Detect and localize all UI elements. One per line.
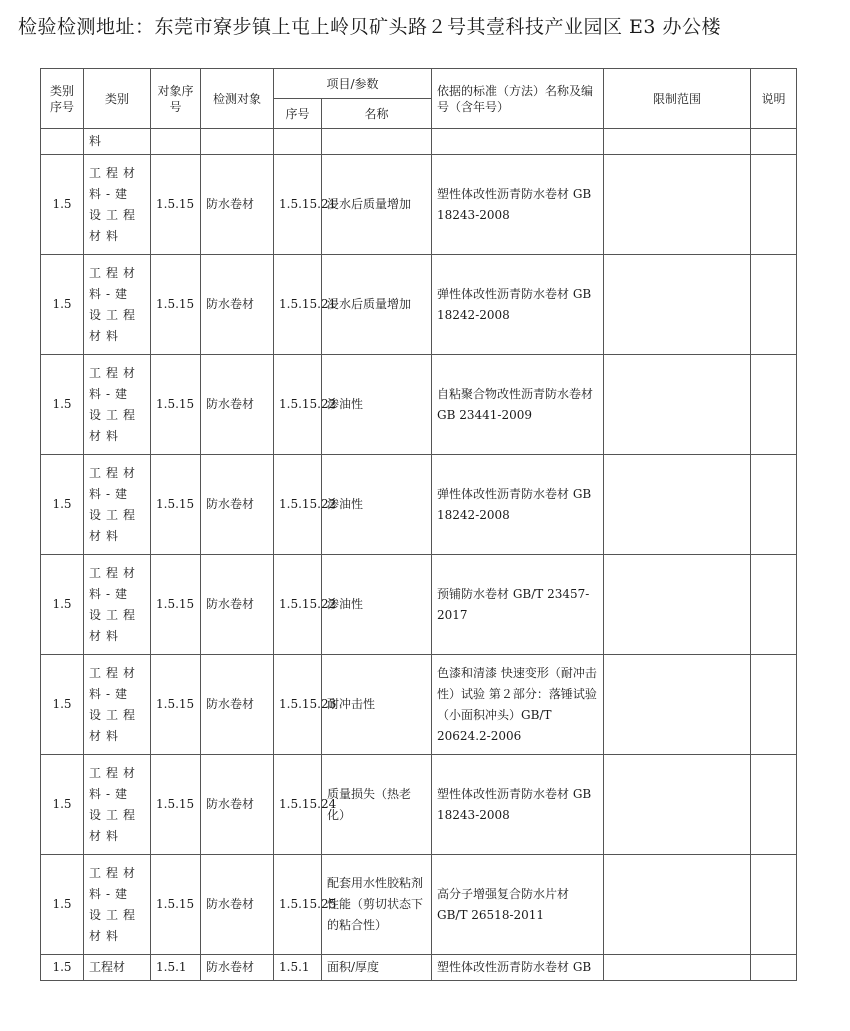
cell-object: 防水卷材 [201, 255, 274, 355]
continuation-row [41, 129, 797, 155]
cell-standard: 塑性体改性沥青防水卷材 GB 18243-2008 [432, 155, 604, 255]
cell-limit [604, 555, 751, 655]
cell-note [751, 455, 797, 555]
cell-name: 配套用水性胶粘剂性能（剪切状态下的粘合性） [322, 855, 432, 955]
cell-standard: 弹性体改性沥青防水卷材 GB 18242-2008 [432, 455, 604, 555]
cell-limit [604, 155, 751, 255]
cell-seq [274, 129, 322, 155]
cell-obj-no: 1.5.15 [151, 755, 201, 855]
cell-name: 渗油性 [322, 555, 432, 655]
table-row [41, 855, 797, 955]
table-row [41, 455, 797, 555]
cell-standard: 塑性体改性沥青防水卷材 GB [432, 955, 604, 981]
cell-category: 工程材料-建设工程材料 [84, 755, 151, 855]
cell-category: 料 [84, 129, 151, 155]
cell-note [751, 655, 797, 755]
cell-name: 浸水后质量增加 [322, 155, 432, 255]
cell-category: 工程材料-建设工程材料 [84, 655, 151, 755]
cell-object: 防水卷材 [201, 755, 274, 855]
cell-category: 工程材料-建设工程材料 [84, 855, 151, 955]
cell-seq: 1.5.1 [274, 955, 322, 981]
cell-category: 工程材料-建设工程材料 [84, 455, 151, 555]
cell-name: 浸水后质量增加 [322, 255, 432, 355]
cell-limit [604, 855, 751, 955]
cell-seq: 1.5.15.22 [274, 455, 322, 555]
cell-limit [604, 455, 751, 555]
cell-seq: 1.5.15.22 [274, 555, 322, 655]
cell-obj-no: 1.5.15 [151, 655, 201, 755]
cell-object: 防水卷材 [201, 455, 274, 555]
cell-cat-no: 1.5 [41, 555, 84, 655]
cell-limit [604, 755, 751, 855]
cell-category: 工程材料-建设工程材料 [84, 355, 151, 455]
header-name: 名称 [322, 99, 432, 129]
header-note: 说明 [751, 69, 797, 129]
header-item-group: 项目/参数 [274, 69, 432, 99]
cell-note [751, 255, 797, 355]
header-category: 类别 [84, 69, 151, 129]
table-row [41, 355, 797, 455]
table-row [41, 155, 797, 255]
cell-limit [604, 255, 751, 355]
cell-standard: 预铺防水卷材 GB/T 23457-2017 [432, 555, 604, 655]
cell-seq: 1.5.15.25 [274, 855, 322, 955]
cell-obj-no: 1.5.15 [151, 455, 201, 555]
cell-standard: 塑性体改性沥青防水卷材 GB 18243-2008 [432, 755, 604, 855]
cell-limit [604, 955, 751, 981]
table-row [41, 655, 797, 755]
cell-obj-no: 1.5.15 [151, 155, 201, 255]
cell-standard: 弹性体改性沥青防水卷材 GB 18242-2008 [432, 255, 604, 355]
table-row [41, 755, 797, 855]
cell-note [751, 855, 797, 955]
cell-limit [604, 655, 751, 755]
page-title: 检验检测地址：东莞市寮步镇上屯上岭贝矿头路２号其壹科技产业园区 E3 办公楼 [18, 16, 722, 38]
cell-object: 防水卷材 [201, 855, 274, 955]
cell-standard: 高分子增强复合防水片材 GB/T 26518-2011 [432, 855, 604, 955]
cell-seq: 1.5.15.21 [274, 155, 322, 255]
cell-obj-no: 1.5.15 [151, 255, 201, 355]
table-row-partial [41, 955, 797, 981]
cell-note [751, 955, 797, 981]
table-row [41, 255, 797, 355]
cell-cat-no: 1.5 [41, 855, 84, 955]
header-cat-no: 类别序号 [41, 69, 84, 129]
cell-cat-no: 1.5 [41, 755, 84, 855]
cell-obj-no: 1.5.1 [151, 955, 201, 981]
cell-standard [432, 129, 604, 155]
cell-object: 防水卷材 [201, 655, 274, 755]
cell-limit [604, 355, 751, 455]
cell-standard: 色漆和清漆 快速变形（耐冲击性）试验 第２部分：落锤试验（小面积冲头）GB/T 20624.2-2006 [432, 655, 604, 755]
cell-category: 工程材料-建设工程材料 [84, 255, 151, 355]
cell-cat-no [41, 129, 84, 155]
table-row [41, 555, 797, 655]
cell-obj-no: 1.5.15 [151, 555, 201, 655]
cell-category: 工程材料-建设工程材料 [84, 155, 151, 255]
header-object: 检测对象 [201, 69, 274, 129]
cell-limit [604, 129, 751, 155]
cell-cat-no: 1.5 [41, 655, 84, 755]
cell-note [751, 555, 797, 655]
cell-name: 渗油性 [322, 455, 432, 555]
cell-object: 防水卷材 [201, 555, 274, 655]
cell-cat-no: 1.5 [41, 155, 84, 255]
cell-name: 渗油性 [322, 355, 432, 455]
scope-table [40, 68, 797, 981]
cell-name [322, 129, 432, 155]
cell-note [751, 755, 797, 855]
cell-cat-no: 1.5 [41, 255, 84, 355]
cell-seq: 1.5.15.21 [274, 255, 322, 355]
cell-category: 工程材料-建设工程材料 [84, 555, 151, 655]
cell-note [751, 129, 797, 155]
cell-obj-no: 1.5.15 [151, 355, 201, 455]
cell-cat-no: 1.5 [41, 355, 84, 455]
cell-object: 防水卷材 [201, 355, 274, 455]
cell-obj-no [151, 129, 201, 155]
cell-note [751, 155, 797, 255]
cell-seq: 1.5.15.23 [274, 655, 322, 755]
cell-seq: 1.5.15.24 [274, 755, 322, 855]
cell-cat-no: 1.5 [41, 955, 84, 981]
cell-object: 防水卷材 [201, 955, 274, 981]
cell-name: 面积/厚度 [322, 955, 432, 981]
cell-object: 防水卷材 [201, 155, 274, 255]
cell-obj-no: 1.5.15 [151, 855, 201, 955]
cell-standard: 自粘聚合物改性沥青防水卷材 GB 23441-2009 [432, 355, 604, 455]
cell-object [201, 129, 274, 155]
cell-cat-no: 1.5 [41, 455, 84, 555]
header-standard: 依据的标准（方法）名称及编号（含年号） [432, 69, 604, 129]
cell-seq: 1.5.15.22 [274, 355, 322, 455]
cell-category: 工程材 [84, 955, 151, 981]
header-limit: 限制范围 [604, 69, 751, 129]
header-obj-no: 对象序号 [151, 69, 201, 129]
header-seq: 序号 [274, 99, 322, 129]
cell-name: 耐冲击性 [322, 655, 432, 755]
cell-note [751, 355, 797, 455]
cell-name: 质量损失（热老化） [322, 755, 432, 855]
